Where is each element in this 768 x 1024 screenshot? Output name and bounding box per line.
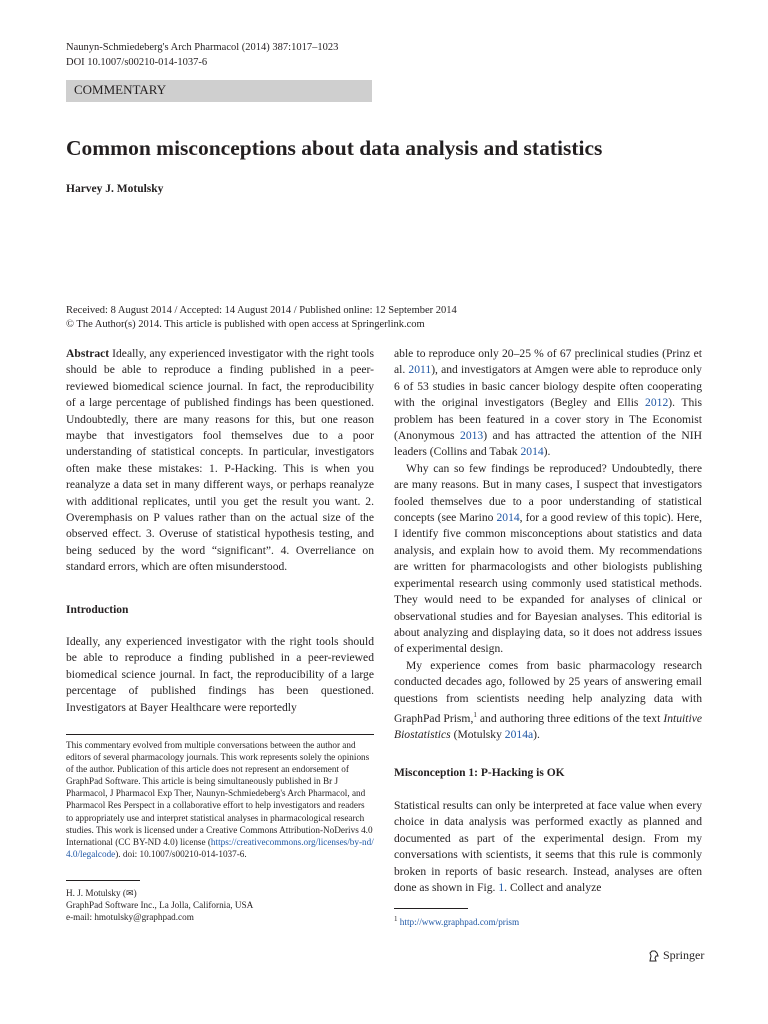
footnote-text: This commentary evolved from multiple conversations between the author and editors of several pharmacology journals. This work represents solely the opinions of the author. Publication of this article does not represent an endorsement of GraphPad Software. This article is being simultaneously published in Br J Pharmacol, J Pharmacol Exp Ther, Naunyn-Schmiedeberg's Arch Pharmacol, and Pharmacol Res Perspect in a collaborative effort to help investigators and readers to appropriately use and interpret statistical analyses in pharmacological research studies. This work is licensed under a Creative Commons Attribution-NoDerivs 4.0 International (CC BY-ND 4.0) license ( — [66, 740, 373, 847]
right-column-body — [394, 346, 702, 744]
section-label-bar — [66, 80, 372, 102]
springer-horse-icon — [648, 950, 660, 962]
article-title: Common misconceptions about data analysis and statistics — [66, 136, 603, 160]
author-name: Harvey J. Motulsky — [66, 183, 164, 195]
citation-link[interactable]: 2014a — [504, 728, 534, 742]
publisher-logo — [648, 948, 704, 963]
paragraph-why-few: Why can so few findings be reproduced? Undoubtedly, there are many reasons. But in many cases, I suspect that investigators fooled themselves due to a poor understanding of statistical concepts (see Marino 2014, for a good review of this topic). Here, I identify five common misconceptions about statistics and data analysis, and explain how to avoid them. My recommendations are written for pharmacologists and other biologists publishing experimental research using commonly used statistical methods. They would need to be expanded for analyses of clinical or observational studies and for Bayesian analyses. This editorial is about analyzing and displaying data, so it does not address issues of experimental design. — [394, 461, 702, 656]
paragraph-p-hacking: Statistical results can only be interpreted at face value when every choice in data analysis was performed exactly as planned and documented as part of the experimental design. From my conversations with scientists, it seems that this rule is commonly broken in reports of basic research. Instead, analyses are often done as shown in Fig. 1. Collect and analyze — [394, 799, 702, 895]
section-label: COMMENTARY — [74, 82, 167, 97]
citation-link[interactable]: 2014 — [496, 511, 520, 525]
commentary-footnote — [66, 739, 374, 860]
paragraph-experience: My experience comes from basic pharmacology research conducted decades ago, followed by 25 years of answering email questions from scientists needing help analyzing data with GraphPad Prism,$^1$ and authoring three editions of the text Intuitive Biostatistics (Motulsky 2014a). — [394, 658, 702, 742]
footnote-number: 1 — [394, 915, 398, 923]
abstract-label: Abstract — [66, 347, 110, 360]
introduction-paragraph: Ideally, any experienced investigator with the right tools should be able to reproduce a finding published in a peer-reviewed biomedical science journal. In fact, the reproducibility of a large percentage of published findings has been questioned. Investigators at Bayer Healthcare were reportedly — [66, 635, 374, 714]
abstract-text: Ideally, any experienced investigator with the right tools should be able to reproduce a finding published in a peer-reviewed biomedical science journal. In fact, the reproducibility of a large percentage of published findings has been questioned. Undoubtedly, there are many reasons for this, but one reason maybe that investigators fool themselves due to a poor understanding of statistical concepts. In particular, investigators often make these mistakes: 1. P-Hacking. This is when you reanalyze a data set in many different ways, or perhaps reanalyze with additional replicates, until you get the result you want. 2. Overemphasis on P values rather than on the actual size of the observed effect. 3. Overuse of statistical hypothesis testing, and being seduced by the word “significant”. 4. Overreliance on standard errors, which are often misunderstood. — [66, 347, 374, 574]
right-footnote-divider — [394, 908, 468, 909]
affiliation-name: H. J. Motulsky (✉) — [66, 888, 137, 898]
history-dates: Received: 8 August 2014 / Accepted: 14 August 2014 / Published online: 12 September 2014 — [66, 305, 457, 316]
paragraph-reproducibility: able to reproduce only 20–25 % of 67 preclinical studies (Prinz et al. 2011), and investigators at Amgen were able to reproduce only 6 of 53 studies in basic cancer biology despite often cooperating with the original investigators (Begley and Ellis 2012). This problem has been featured in a cover story in The Economist (Anonymous 2013) and has attracted the attention of the NIH leaders (Collins and Tabak 2014). — [394, 347, 703, 459]
affiliation-block — [66, 887, 374, 923]
license-link[interactable]: https://creativecommons.org/licenses/by-nd/4.0/legalcode — [66, 836, 374, 859]
introduction-body — [66, 634, 374, 716]
affiliation-divider — [66, 880, 140, 881]
prism-url-link[interactable]: http://www.graphpad.com/prism — [399, 917, 520, 928]
footnote-text-end: ). doi: 10.1007/s00210-014-1037-6. — [115, 848, 247, 859]
citation-link[interactable]: 2014 — [520, 445, 544, 459]
figure-link[interactable]: 1 — [498, 881, 505, 895]
footnote-marker[interactable]: 1 — [473, 710, 477, 719]
journal-citation: Naunyn-Schmiedeberg's Arch Pharmacol (2014) 387:1017–1023 — [66, 42, 339, 53]
misconception-1-body — [394, 798, 702, 896]
affiliation-org: GraphPad Software Inc., La Jolla, California, USA — [66, 900, 254, 911]
journal-header — [66, 40, 338, 70]
misconception-1-heading: Misconception 1: P-Hacking is OK — [394, 767, 565, 779]
publisher-name: Springer — [663, 948, 705, 962]
book-title: Intuitive Biostatistics — [394, 711, 702, 742]
doi: DOI 10.1007/s00210-014-1037-6 — [66, 57, 208, 68]
citation-link[interactable]: 2012 — [645, 396, 669, 410]
abstract-block — [66, 346, 374, 576]
article-dates — [66, 304, 457, 332]
citation-link[interactable]: 2011 — [408, 363, 432, 377]
citation-link[interactable]: 2013 — [460, 429, 484, 443]
copyright-line: © The Author(s) 2014. This article is published with open access at Springerlink.com — [66, 319, 425, 330]
footnote-divider — [66, 734, 374, 735]
introduction-heading: Introduction — [66, 604, 129, 616]
prism-footnote — [394, 913, 702, 928]
affiliation-email[interactable]: e-mail: hmotulsky@graphpad.com — [66, 912, 194, 923]
